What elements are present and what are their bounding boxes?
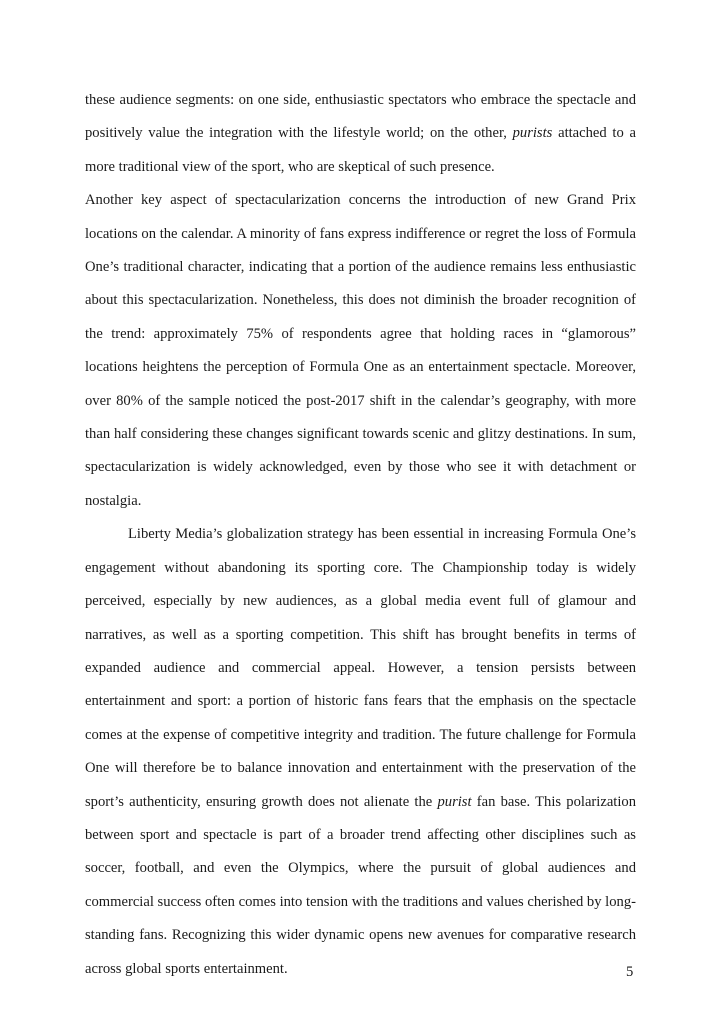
- paragraph-audience-segments: [85, 84, 636, 184]
- page-number: 5: [626, 964, 634, 980]
- paragraph-globalization-strategy: [85, 518, 636, 986]
- text-segment: attached to a more traditional view of the sport, who are skeptical of such presence.: [85, 125, 636, 175]
- italic-term-purists: purists: [512, 125, 553, 142]
- text-segment: these audience segments: on one side, enthusiastic spectators who embrace the spectacle and positively value the integration with the lifestyle world; on the other,: [85, 92, 636, 142]
- text-segment: fan base. This polarization between sport and spectacle is part of a broader trend affecting other disciplines such as soccer, football, and even the Olympics, where the pursuit of global audiences and commercial success often comes into tension with the traditions and values cherished by long-standing fans. Recognizing this wider dynamic opens new avenues for comparative research across global sports entertainment.: [85, 793, 636, 977]
- body-text: [85, 84, 636, 986]
- paragraph-grand-prix-locations: [85, 184, 636, 518]
- text-segment: Liberty Media’s globalization strategy has been essential in increasing Formula One’s engagement without abandoning its sporting core. The Championship today is widely perceived, especially by new audiences, as a global media event full of glamour and narratives, as well as a sporting competition. This shift has brought benefits in terms of expanded audience and commercial appeal. However, a tension persists between entertainment and sport: a portion of historic fans fears that the emphasis on the spectacle comes at the expense of competitive integrity and tradition. The future challenge for Formula One will therefore be to balance innovation and entertainment with the preservation of the sport’s authenticity, ensuring growth does not alienate the: [85, 526, 636, 810]
- text-segment: Another key aspect of spectacularization concerns the introduction of new Grand Prix locations on the calendar. A minority of fans express indifference or regret the loss of Formula One’s traditional character, indicating that a portion of the audience remains less enthusiastic about this spectacularization. Nonetheless, this does not diminish the broader recognition of the trend: approximately 75% of respondents agree that holding races in “glamorous” locations heightens the perception of Formula One as an entertainment spectacle. Moreover, over 80% of the sample noticed the post-2017 shift in the calendar’s geography, with more than half considering these changes significant towards scenic and glitzy destinations. In sum, spectacularization is widely acknowledged, even by those who see it with detachment or nostalgia.: [85, 192, 636, 509]
- italic-term-purist: purist: [437, 793, 472, 810]
